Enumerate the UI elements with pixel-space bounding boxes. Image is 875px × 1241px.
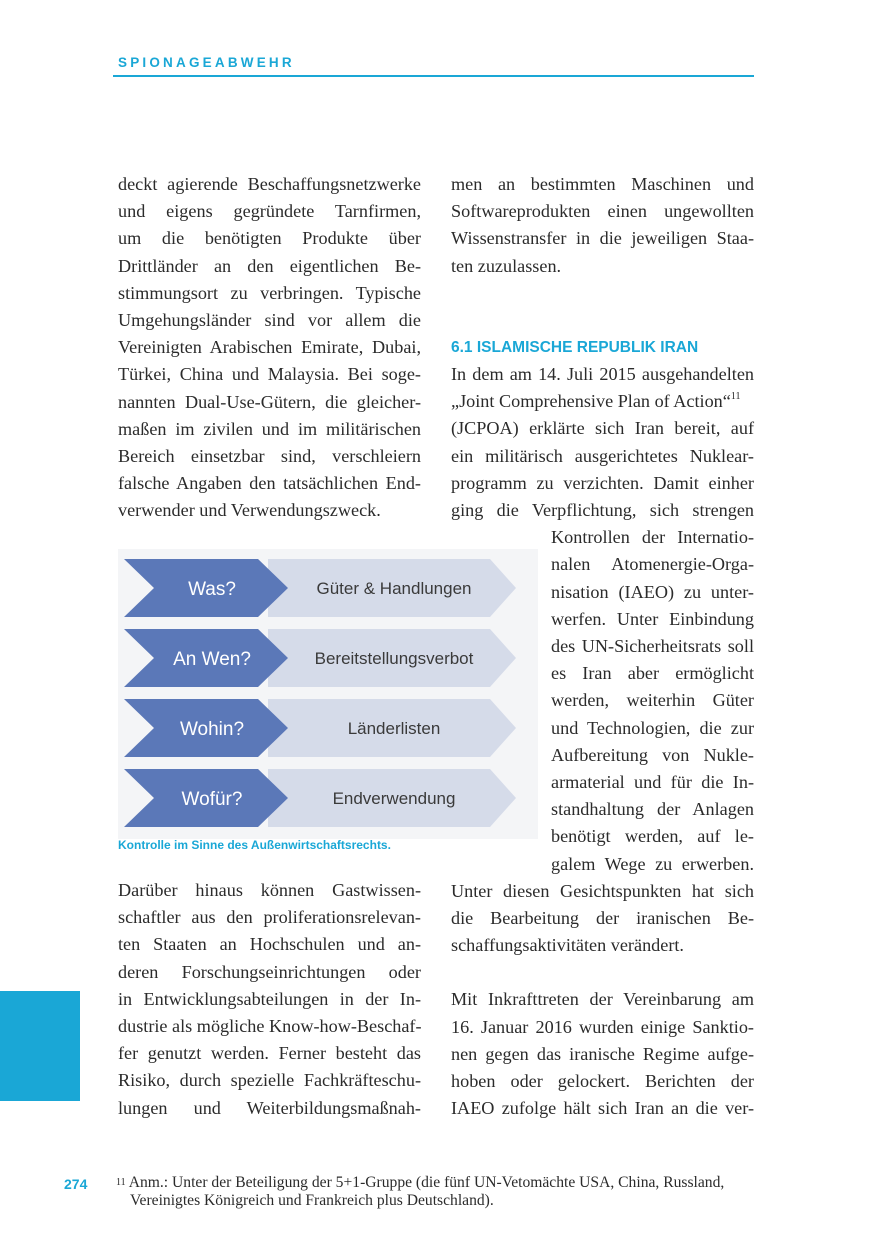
- answer-label: Endverwendung: [332, 789, 456, 808]
- text-line: programm zu verzichten. Damit einher: [451, 472, 754, 493]
- text-line: Aufbereitung von Nukle-: [551, 744, 754, 765]
- text-line: Vereinigten Arabischen Emirate, Dubai,: [118, 337, 421, 358]
- text-line: benötigt werden, auf le-: [551, 826, 754, 847]
- text-line: dustrie als mögliche Know-how-Beschaf-: [118, 1016, 422, 1037]
- text-line: standhaltung der Anlagen: [551, 799, 754, 820]
- text-line: und eigens gegründete Tarnfirmen,: [118, 201, 421, 222]
- text-line: nen gegen das iranische Regime aufge-: [451, 1043, 754, 1064]
- text-line: und Technologien, die zur: [551, 717, 754, 738]
- footnote: [116, 1174, 776, 1210]
- answer-label: Länderlisten: [347, 719, 441, 738]
- text-line: werfen. Unter Einbindung: [551, 608, 754, 629]
- text-line: deckt agierende Beschaffungsnetzwerke: [118, 174, 421, 194]
- text-line: schaftler aus den proliferationsrelevan-: [118, 907, 421, 928]
- text-line: men an bestimmten Maschinen und: [451, 174, 754, 194]
- text-line: ein militärisch ausgerichtetes Nuklear-: [451, 445, 754, 466]
- text-line: Risiko, durch spezielle Fachkräfteschu-: [118, 1070, 421, 1091]
- text-line: ten zuzulassen.: [451, 255, 562, 276]
- text-line: die Bearbeitung der iranischen Be-: [451, 908, 754, 929]
- text-line: „Joint Comprehensive Plan of Action“$^{11}$: [451, 391, 741, 412]
- text-line: nisation (IAEO) zu unter-: [551, 581, 754, 602]
- text-line: lungen und Weiterbildungsmaßnah-: [118, 1097, 421, 1118]
- text-line: Mit Inkrafttreten der Vereinbarung am: [451, 989, 754, 1010]
- text-line: nalen Atomenergie-Orga-: [551, 554, 754, 575]
- text-line: Türkei, China und Malaysia. Bei soge-: [118, 364, 421, 385]
- running-header: SPIONAGEABWEHR: [118, 55, 295, 70]
- text-line: des UN-Sicherheitsrats soll: [551, 636, 754, 657]
- question-label: An Wen?: [173, 649, 251, 670]
- section-heading: 6.1 ISLAMISCHE REPUBLIK IRAN: [451, 338, 699, 356]
- side-color-tab: [0, 991, 80, 1101]
- text-line: verwender und Verwendungszweck.: [118, 500, 381, 521]
- text-line: Bereich einsetzbar sind, verschleiern: [118, 446, 421, 467]
- text-line: hoben oder gelockert. Berichten der: [451, 1071, 754, 1092]
- text-line: es Iran aber ermöglicht: [551, 663, 754, 684]
- question-label: Wofür?: [181, 789, 243, 810]
- text-line: Kontrollen der Internatio-: [551, 527, 754, 548]
- text-line: Umgehungsländer sind vor allem die: [118, 310, 421, 331]
- text-line: Wissenstransfer in die jeweiligen Staa-: [451, 228, 754, 249]
- text-line: Drittländer an den eigentlichen Be-: [118, 255, 421, 276]
- text-line: falsche Angaben den tatsächlichen End-: [118, 473, 421, 494]
- text-line: nannten Dual-Use-Gütern, die gleicher-: [118, 391, 421, 412]
- footnote-marker: 11: [116, 1177, 126, 1188]
- answer-label: Bereitstellungsverbot: [314, 649, 474, 668]
- text-line: werden, weiterhin Güter: [551, 690, 754, 711]
- text-line: In dem am 14. Juli 2015 ausgehandelten: [451, 364, 754, 385]
- text-line: Darüber hinaus können Gastwissen-: [118, 880, 421, 900]
- text-line: in Entwicklungsabteilungen in der In-: [118, 988, 421, 1009]
- header-rule: [113, 75, 754, 77]
- text-line: um die benötigten Produkte über: [118, 228, 421, 249]
- text-line: armaterial und für die In-: [551, 772, 754, 793]
- left-column-top: [118, 171, 421, 525]
- question-label: Was?: [188, 579, 236, 600]
- left-column-bottom: [118, 877, 421, 1122]
- text-line: ging die Verpflichtung, sich strengen: [451, 500, 754, 521]
- page-number: 274: [64, 1176, 88, 1192]
- text-line: (JCPOA) erklärte sich Iran bereit, auf: [451, 418, 754, 439]
- text-line: Softwareprodukten einen ungewollten: [451, 201, 754, 222]
- footnote-reference: 11: [730, 391, 741, 403]
- text-line: schaffungsaktivitäten verändert.: [451, 935, 684, 956]
- figure-caption: Kontrolle im Sinne des Außenwirtschaftsrechts.: [118, 838, 391, 852]
- question-label: Wohin?: [179, 719, 245, 740]
- text-line: maßen im zivilen und im militärischen: [118, 418, 421, 439]
- text-line: Unter diesen Gesichtspunkten hat sich: [451, 880, 754, 901]
- footnote-line-2: Vereinigtes Königreich und Frankreich plus Deutschland).: [130, 1192, 494, 1209]
- text-line: IAEO zufolge hält sich Iran an die ver-: [451, 1098, 754, 1119]
- footnote-line-1: $^{11}$ Anm.: Unter der Beteiligung der 5+1-Gruppe (die fünf UN-Vetomächte USA, China, Russland,: [116, 1174, 725, 1191]
- text-line: fer genutzt werden. Ferner besteht das: [118, 1043, 421, 1064]
- right-column: [451, 171, 754, 1123]
- answer-label: Güter & Handlungen: [316, 579, 472, 598]
- text-line: stimmungsort zu verbringen. Typische: [118, 282, 421, 303]
- text-line: deren Forschungseinrichtungen oder: [118, 961, 421, 982]
- text-line: ten Staaten an Hochschulen und an-: [118, 934, 421, 955]
- text-line: 16. Januar 2016 wurden einige Sanktio-: [451, 1016, 754, 1037]
- text-line: galem Wege zu erwerben.: [551, 853, 754, 874]
